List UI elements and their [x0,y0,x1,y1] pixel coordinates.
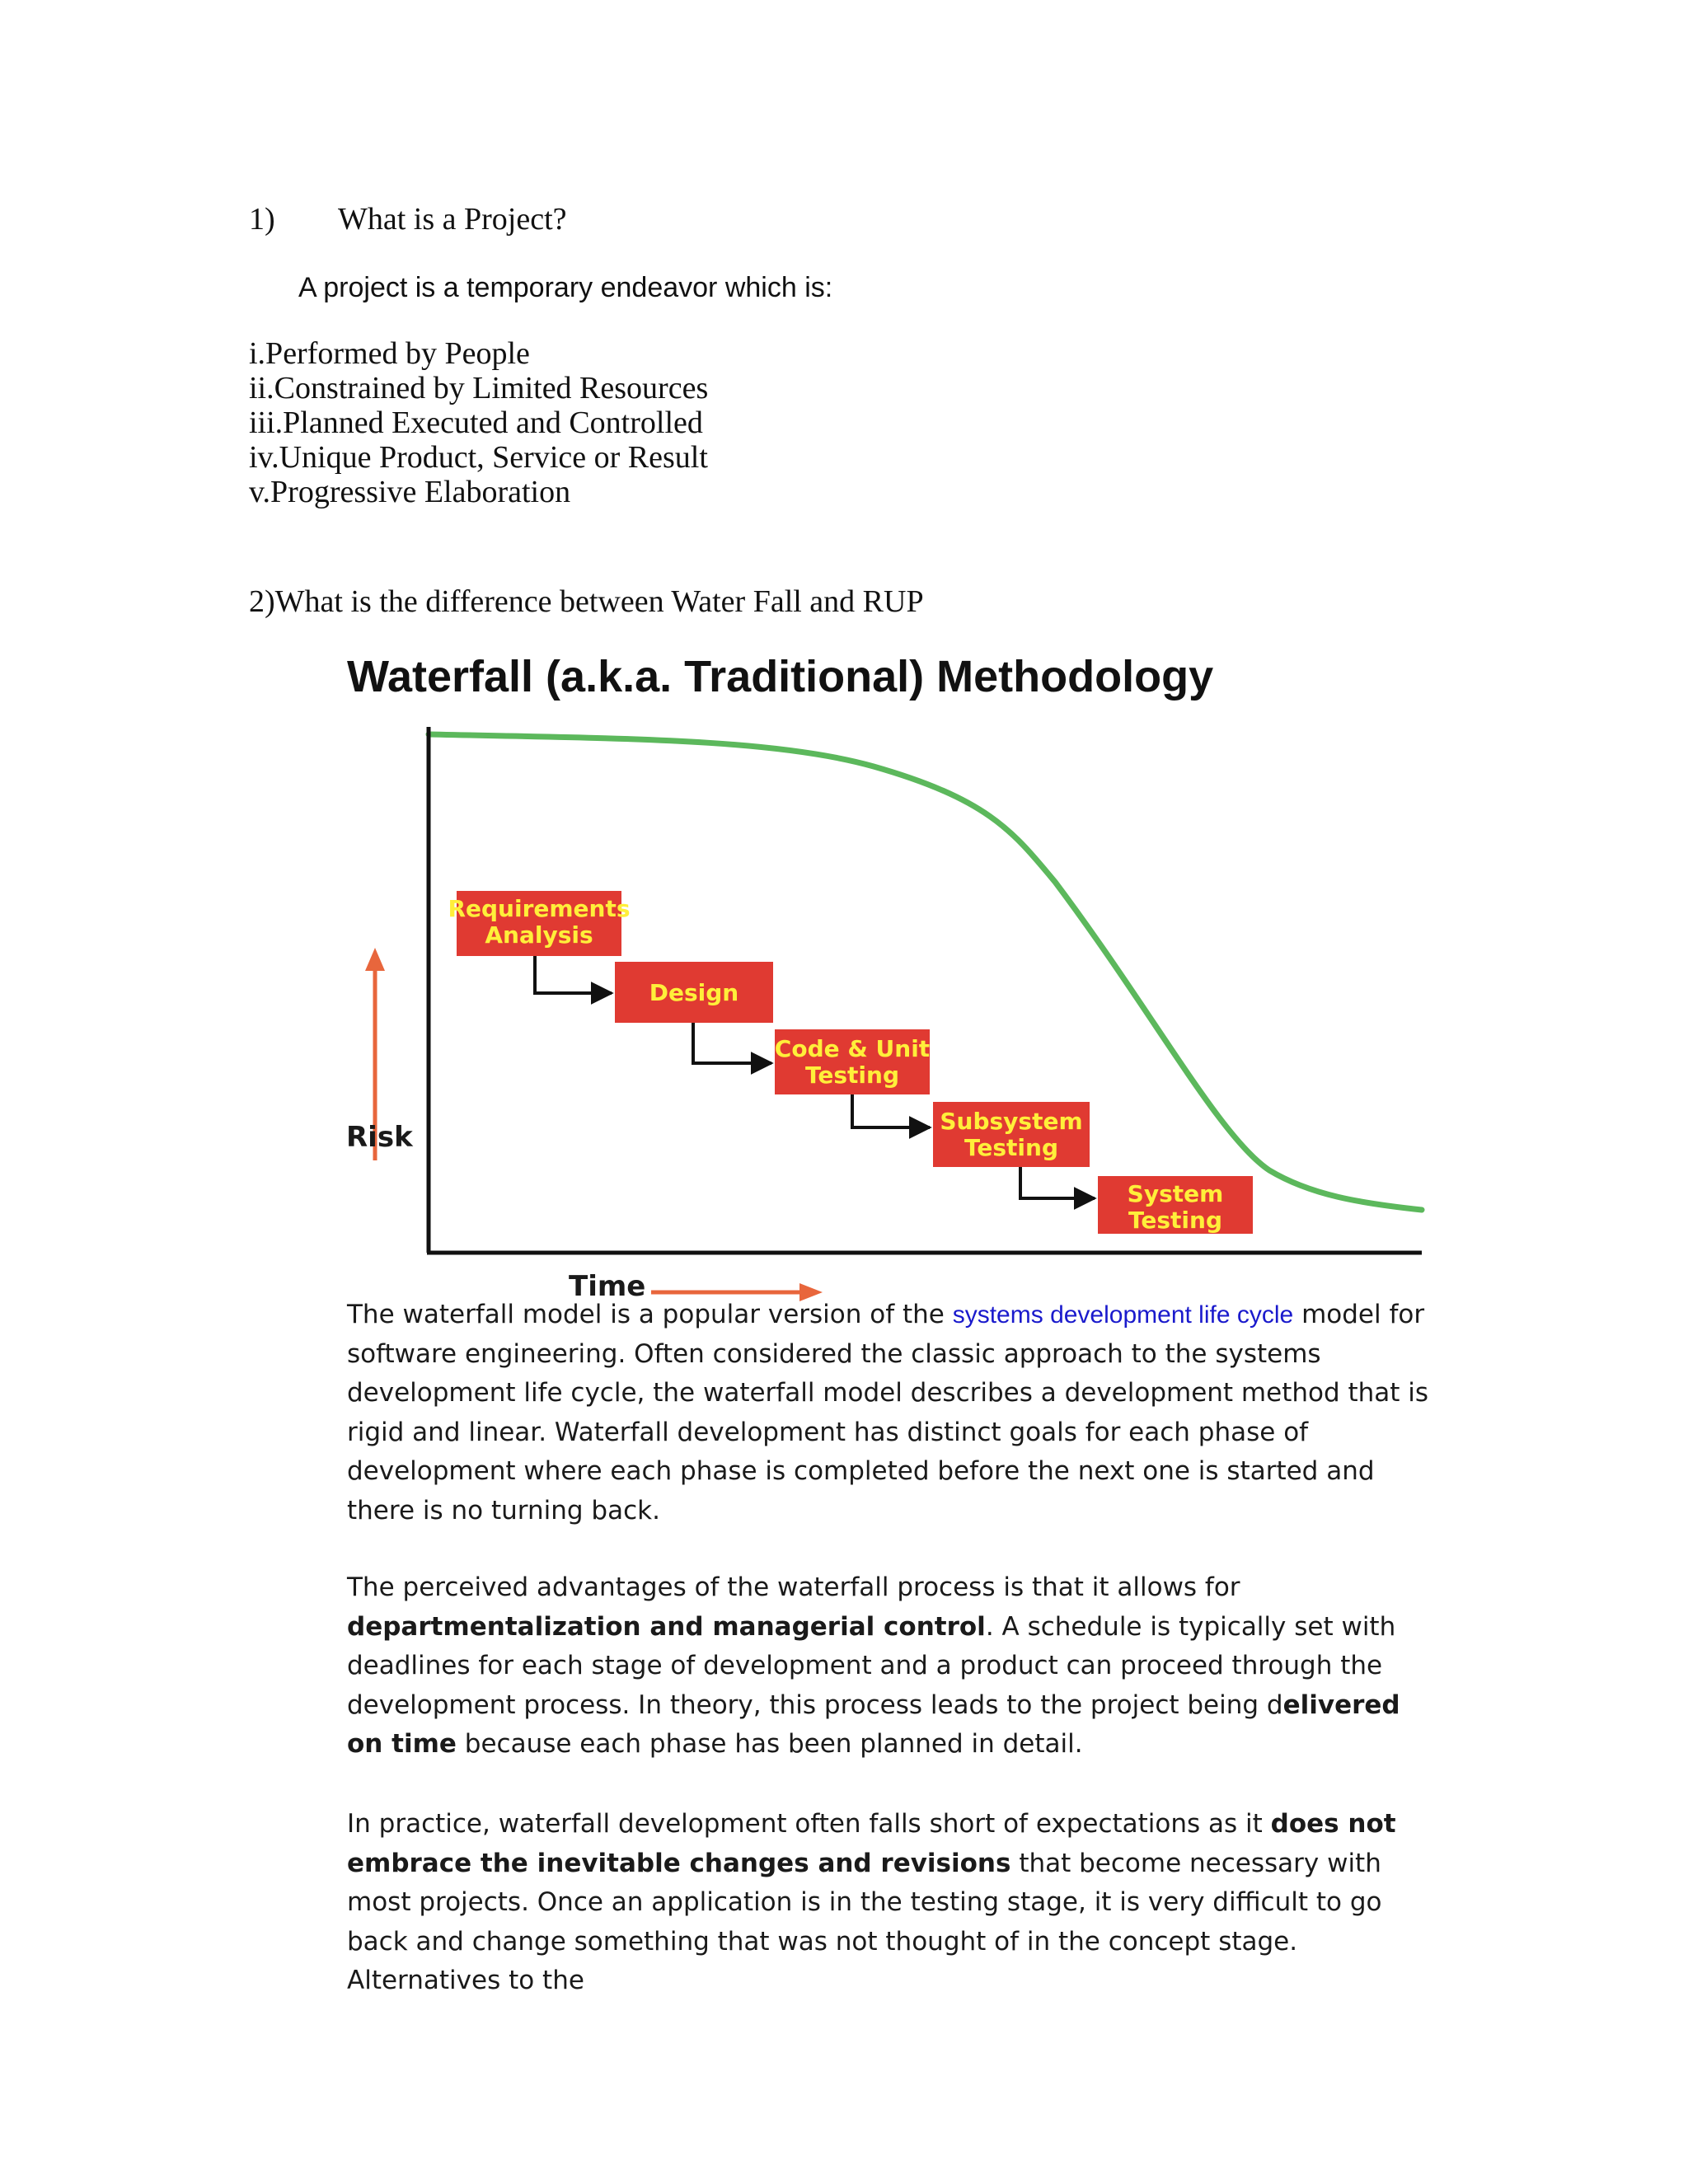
waterfall-diagram [330,709,1426,1302]
bold-text: does not embrace the inevitable changes and revisions [347,1809,1396,1878]
phase-label: Design [649,979,739,1006]
figure-title: Waterfall (a.k.a. Traditional) Methodology [347,652,1214,701]
paragraph-waterfall-description [347,1296,1435,1530]
x-axis-label: Time [569,1270,646,1302]
paragraph-advantages [347,1568,1435,1765]
step-connector [535,956,612,993]
project-characteristics-list [249,336,708,509]
phase-label: Code & Unit [774,1035,931,1062]
phase-label: Subsystem [940,1108,1083,1135]
paragraph-text: that become necessary with most projects. Once an application is in the testing stage, it is very difficult to go back and change something that was not thought of in the concept stage. Alternatives to the [347,1848,1382,1995]
phase-label: Testing [1128,1207,1222,1234]
list-item: v.Progressive Elaboration [249,475,571,509]
step-connector [1020,1167,1095,1198]
phase-label: Testing [805,1062,899,1089]
sdlc-link[interactable]: systems development life cycle [952,1301,1294,1329]
project-definition-intro: A project is a temporary endeavor which is: [298,272,833,303]
paragraph-text: In practice, waterfall development often falls short of expectations as it [347,1809,1271,1839]
list-item: iii.Planned Executed and Controlled [249,405,703,440]
phase-label: Requirements [448,895,631,922]
question-1-number: 1) [249,202,275,237]
list-item: i.Performed by People [249,336,530,371]
paragraph-text: model for software engineering. Often considered the classic approach to the systems development life cycle, the waterfall model describes a development method that is rigid and linear. Waterfall development has distinct goals for each phase of development where each phase is completed before the next one is started and there is no turning back. [347,1300,1429,1526]
paragraph-in-practice [347,1805,1435,2001]
risk-arrow-head [365,948,385,971]
list-item: iv.Unique Product, Service or Result [249,440,708,475]
question-1 [249,201,567,237]
question-1-text: What is a Project? [338,202,567,237]
bold-text: elivered on time [347,1690,1400,1759]
paragraph-text: The perceived advantages of the waterfall process is that it allows for [347,1572,1240,1602]
step-connector [852,1094,930,1127]
paragraph-text: . A schedule is typically set with deadlines for each stage of development and a product can proceed through the development process. In theory, this process leads to the project being d [347,1611,1396,1720]
paragraph-text: because each phase has been planned in detail. [456,1729,1083,1759]
phase-label: Analysis [485,921,593,949]
phase-label: System [1127,1180,1224,1207]
paragraph-text: The waterfall model is a popular version of the [347,1300,953,1329]
list-item: ii.Constrained by Limited Resources [249,371,709,405]
question-2-text: 2)What is the difference between Water Fall and RUP [249,584,924,619]
bold-text: departmentalization and managerial control [347,1611,986,1642]
phase-label: Testing [964,1134,1058,1161]
step-connector [693,1023,771,1063]
y-axis-label: Risk [346,1121,413,1154]
risk-curve [429,734,1422,1210]
